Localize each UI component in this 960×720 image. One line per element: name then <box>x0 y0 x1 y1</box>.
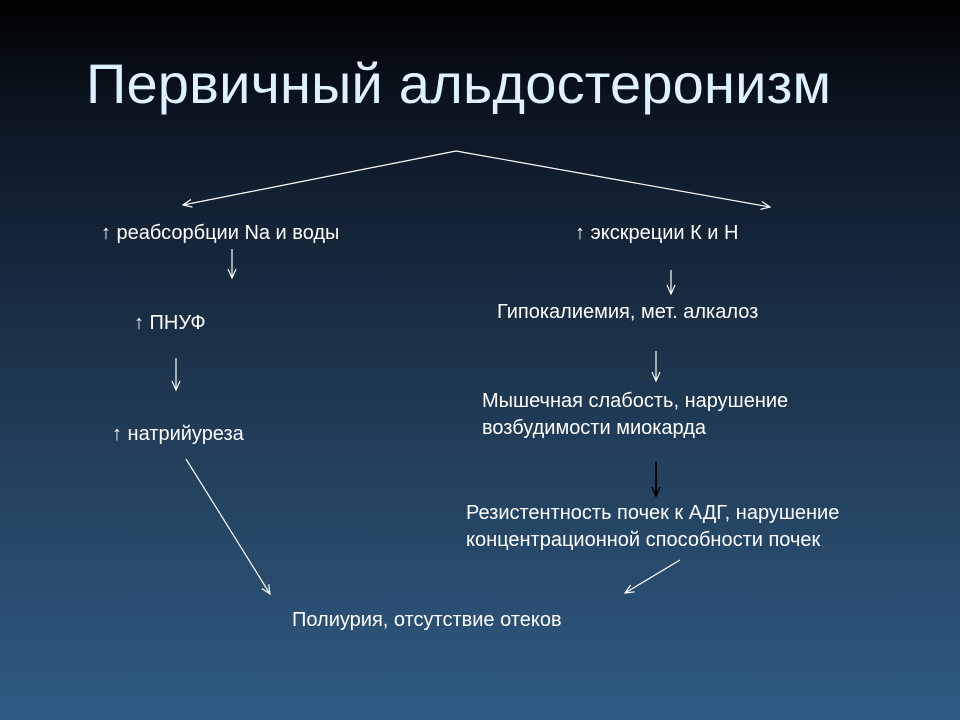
node-k-h-excretion: ↑ экскреции К и Н <box>575 222 739 244</box>
node-muscle-weakness <box>482 388 788 442</box>
node-hypokalemia: Гипокалиемия, мет. алкалоз <box>497 301 759 323</box>
fork-line-right <box>456 151 770 207</box>
node-polyuria-outcome: Полиурия, отсутствие отеков <box>292 609 562 631</box>
node-adh-resistance <box>466 500 839 554</box>
node-adh-resistance-line1: Резистентность почек к АДГ, нарушение <box>466 502 840 524</box>
node-natriuresis: ↑ натрийуреза <box>112 423 244 445</box>
node-adh-resistance-line2: концентрационной способности почек <box>466 529 821 551</box>
fork-line-left <box>183 151 456 205</box>
left-to-outcome-arrow <box>186 459 270 594</box>
node-na-reabsorption: ↑ реабсорбции Na и воды <box>101 222 340 244</box>
slide-title: Первичный альдостеронизм <box>86 52 832 115</box>
right-to-outcome-arrow <box>625 560 680 593</box>
node-pnuf: ↑ ПНУФ <box>134 312 206 334</box>
node-muscle-weakness-line2: возбудимости миокарда <box>482 417 707 439</box>
node-muscle-weakness-line1: Мышечная слабость, нарушение <box>482 390 789 412</box>
